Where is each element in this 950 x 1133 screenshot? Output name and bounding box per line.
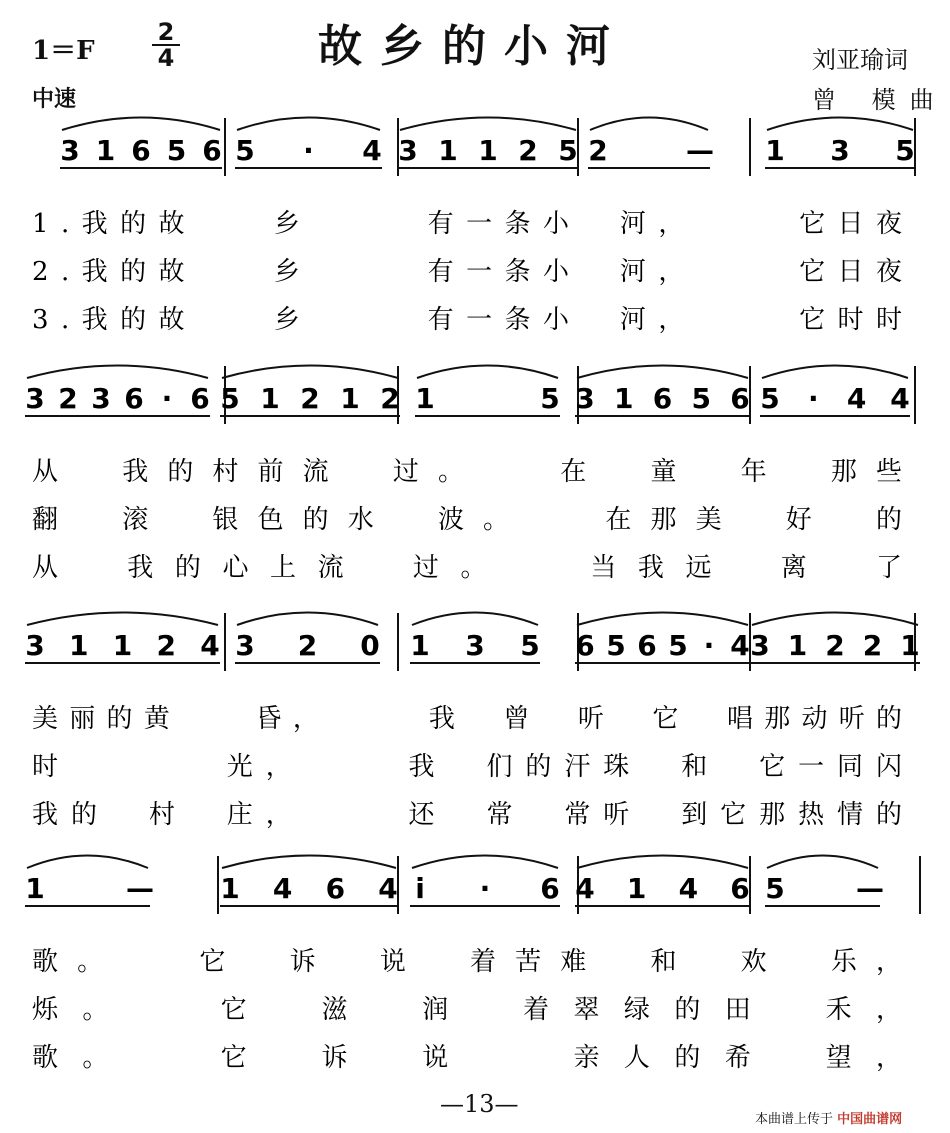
- note: 2: [58, 382, 78, 415]
- note: 2: [588, 134, 608, 167]
- note: 1: [220, 872, 240, 905]
- note: ·: [303, 134, 314, 167]
- note: 1: [410, 629, 430, 662]
- note: 4: [678, 872, 699, 905]
- footer-brand: 中国曲谱网: [837, 1112, 903, 1127]
- lyric-line: 翻 滚 银色的水 波。 在那美 好 的: [32, 505, 902, 535]
- note: 6: [540, 872, 560, 905]
- time-signature-bottom: 4: [157, 44, 175, 72]
- note: 3: [575, 382, 595, 415]
- time-signature-top: 2: [157, 18, 175, 46]
- note: 1: [112, 629, 133, 662]
- slur-arc: [767, 118, 913, 131]
- slur-arc: [577, 856, 748, 869]
- slur-arc: [577, 613, 748, 626]
- note: 1: [478, 134, 498, 167]
- tempo-marking: 中速: [32, 87, 77, 112]
- note: 5: [765, 872, 785, 905]
- dash-note: —: [126, 872, 154, 905]
- note: 2: [518, 134, 538, 167]
- slur-arc: [222, 366, 398, 379]
- note: 4: [575, 872, 595, 905]
- lyric-line: 2.我的故 乡 有一条小 河， 它日夜: [32, 257, 902, 287]
- note: 6: [730, 872, 750, 905]
- note: 3: [60, 134, 80, 167]
- note: 3: [91, 382, 111, 415]
- note: 5: [558, 134, 578, 167]
- key-signature: 1＝F: [32, 36, 95, 66]
- note: 4: [272, 872, 293, 905]
- note: 3: [25, 629, 45, 662]
- slur-arc: [412, 856, 558, 869]
- note: 6: [124, 382, 144, 415]
- note: 1: [95, 134, 116, 167]
- note: ·: [161, 382, 173, 415]
- slur-arc: [412, 613, 538, 626]
- note: 3: [465, 629, 485, 662]
- note: ·: [703, 629, 715, 662]
- lyricist-credit: 刘亚瑜词: [812, 46, 908, 74]
- lyric-line: 从 我的心上流 过。 当我远 离 了: [32, 553, 902, 583]
- note: 5: [166, 134, 187, 167]
- note: 1: [614, 382, 634, 415]
- note: 4: [200, 629, 220, 662]
- note: 5: [235, 134, 255, 167]
- note: 1: [438, 134, 458, 167]
- note: ·: [479, 872, 491, 905]
- note: 6: [637, 629, 657, 662]
- slur-arc: [752, 613, 918, 626]
- note: 5: [691, 382, 711, 415]
- note: i: [415, 872, 425, 905]
- footer-text: 本曲谱上传于: [755, 1112, 834, 1127]
- note: 5: [220, 382, 240, 415]
- note: 2: [300, 382, 320, 415]
- slur-arc: [400, 118, 576, 131]
- lyric-line: 我的 村 庄， 还 常 常听 到它那热情的: [32, 800, 903, 830]
- lyric-line: 歌。 它 诉 说 着苦难 和 欢 乐，: [32, 947, 902, 977]
- note: 1: [787, 629, 808, 662]
- note: 5: [668, 629, 688, 662]
- slur-arc: [767, 856, 878, 869]
- note: 5: [895, 134, 915, 167]
- note: 5: [520, 629, 540, 662]
- upload-footer: [755, 1108, 902, 1127]
- note: 4: [730, 629, 750, 662]
- lyric-line: 烁。 它 滋 润 着翠绿的田 禾，: [32, 995, 903, 1025]
- note: 3: [235, 629, 255, 662]
- slur-arc: [27, 613, 218, 626]
- note: 5: [540, 382, 560, 415]
- slur-arc: [237, 613, 378, 626]
- slur-arc: [237, 118, 380, 131]
- slur-arc: [590, 118, 708, 131]
- slur-arc: [27, 366, 208, 379]
- note: 1: [25, 872, 45, 905]
- note: 1: [626, 872, 647, 905]
- slur-arc: [27, 856, 148, 869]
- slur-arc: [762, 366, 908, 379]
- lyric-line: 1.我的故 乡 有一条小 河， 它日夜: [32, 209, 902, 239]
- lyric-line: 时 光， 我 们的汗珠 和 它一同闪: [32, 752, 903, 782]
- note: 2: [825, 629, 845, 662]
- note: 3: [398, 134, 418, 167]
- lyric-line: 从 我的村前流 过。 在 童 年 那些: [32, 457, 902, 487]
- lyric-line: 歌。 它 诉 说 亲人的希 望，: [32, 1043, 903, 1073]
- page-number: —13—: [440, 1090, 519, 1118]
- note: 6: [575, 629, 595, 662]
- note: 1: [900, 629, 920, 662]
- note: 4: [362, 134, 382, 167]
- dash-note: —: [856, 872, 884, 905]
- note: 6: [131, 134, 151, 167]
- note: 6: [190, 382, 210, 415]
- note: 3: [25, 382, 45, 415]
- note: 6: [202, 134, 222, 167]
- note: 1: [415, 382, 435, 415]
- note: 1: [69, 629, 89, 662]
- lyric-line: 美丽的黄 昏， 我 曾 听 它 唱那动听的: [32, 704, 902, 734]
- lyric-line: 3.我的故 乡 有一条小 河， 它时时: [32, 305, 902, 335]
- note: 5: [760, 382, 780, 415]
- note: 6: [730, 382, 750, 415]
- slur-arc: [417, 366, 558, 379]
- note: 6: [325, 872, 346, 905]
- dash-note: —: [686, 134, 714, 167]
- composer-credit: 曾 模曲: [812, 86, 948, 114]
- note: 3: [750, 629, 770, 662]
- note: 4: [378, 872, 398, 905]
- note: 1: [340, 382, 360, 415]
- slur-arc: [222, 856, 396, 869]
- note: 1: [765, 134, 785, 167]
- slur-arc: [62, 118, 220, 131]
- song-title: 故乡的小河: [318, 21, 628, 72]
- note: 4: [890, 382, 910, 415]
- note: 2: [297, 629, 318, 662]
- note: 5: [606, 629, 626, 662]
- slur-arc: [577, 366, 748, 379]
- note: 3: [830, 134, 850, 167]
- note: 6: [652, 382, 673, 415]
- note: ·: [808, 382, 819, 415]
- note: 2: [380, 382, 400, 415]
- note: 2: [862, 629, 883, 662]
- note: 1: [260, 382, 280, 415]
- note: 2: [156, 629, 176, 662]
- note: 0: [360, 629, 380, 662]
- note: 4: [846, 382, 867, 415]
